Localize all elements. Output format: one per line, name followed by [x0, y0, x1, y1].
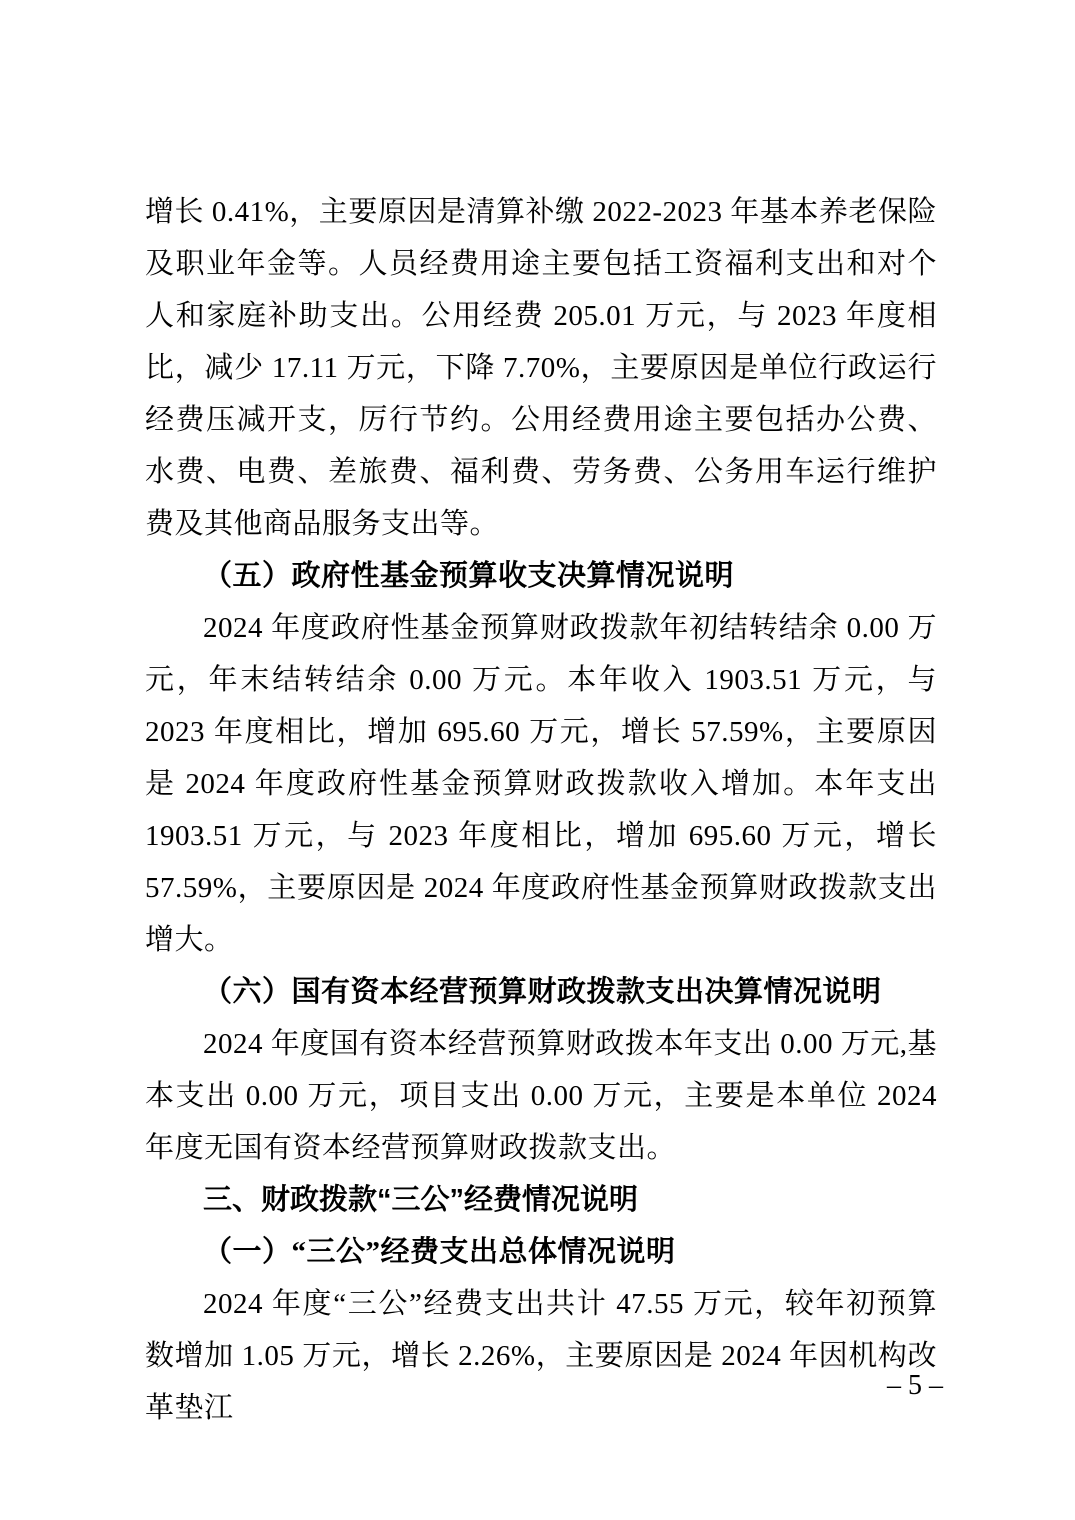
paragraph-state-capital-budget: 2024 年度国有资本经营预算财政拨本年支出 0.00 万元,基本支出 0.00 万元，项目支出 0.00 万元，主要是本单位 2024 年度无国有资本经营预算财政拨款支出。: [145, 1028, 937, 1164]
page-number: – 5 –: [887, 1370, 943, 1401]
document-body: [145, 186, 937, 1434]
section-heading-1: （一）“三公”经费支出总体情况说明: [203, 1236, 676, 1268]
paragraph-three-public-expense: 2024 年度“三公”经费支出共计 47.55 万元，较年初预算数增加 1.05 万元，增长 2.26%，主要原因是 2024 年因机构改革垫江: [145, 1288, 937, 1424]
section-heading-6: （六）国有资本经营预算财政拨款支出决算情况说明: [203, 976, 882, 1008]
section-heading-5: （五）政府性基金预算收支决算情况说明: [203, 560, 735, 592]
paragraph-gov-fund-budget: 2024 年度政府性基金预算财政拨款年初结转结余 0.00 万元，年末结转结余 0.00 万元。本年收入 1903.51 万元，与 2023 年度相比，增加 695.60 万元，增长 57.59%，主要原因是 2024 年度政府性基金预算财政拨款收入增加。本年支出 1903.51 万元，与 2023 年度相比，增加 695.60 万元，增长 57.59%，主要原因是 2024 年度政府性基金预算财政拨款支出增大。: [145, 612, 937, 956]
paragraph-continued-personnel-funds: 增长 0.41%，主要原因是清算补缴 2022-2023 年基本养老保险及职业年金等。人员经费用途主要包括工资福利支出和对个人和家庭补助支出。公用经费 205.01 万元，与 2023 年度相比，减少 17.11 万元，下降 7.70%，主要原因是单位行政运行经费压减开支，厉行节约。公用经费用途主要包括办公费、水费、电费、差旅费、福利费、劳务费、公务用车运行维护费及其他商品服务支出等。: [145, 196, 937, 540]
part-heading-3: 三、财政拨款“三公”经费情况说明: [203, 1184, 639, 1216]
